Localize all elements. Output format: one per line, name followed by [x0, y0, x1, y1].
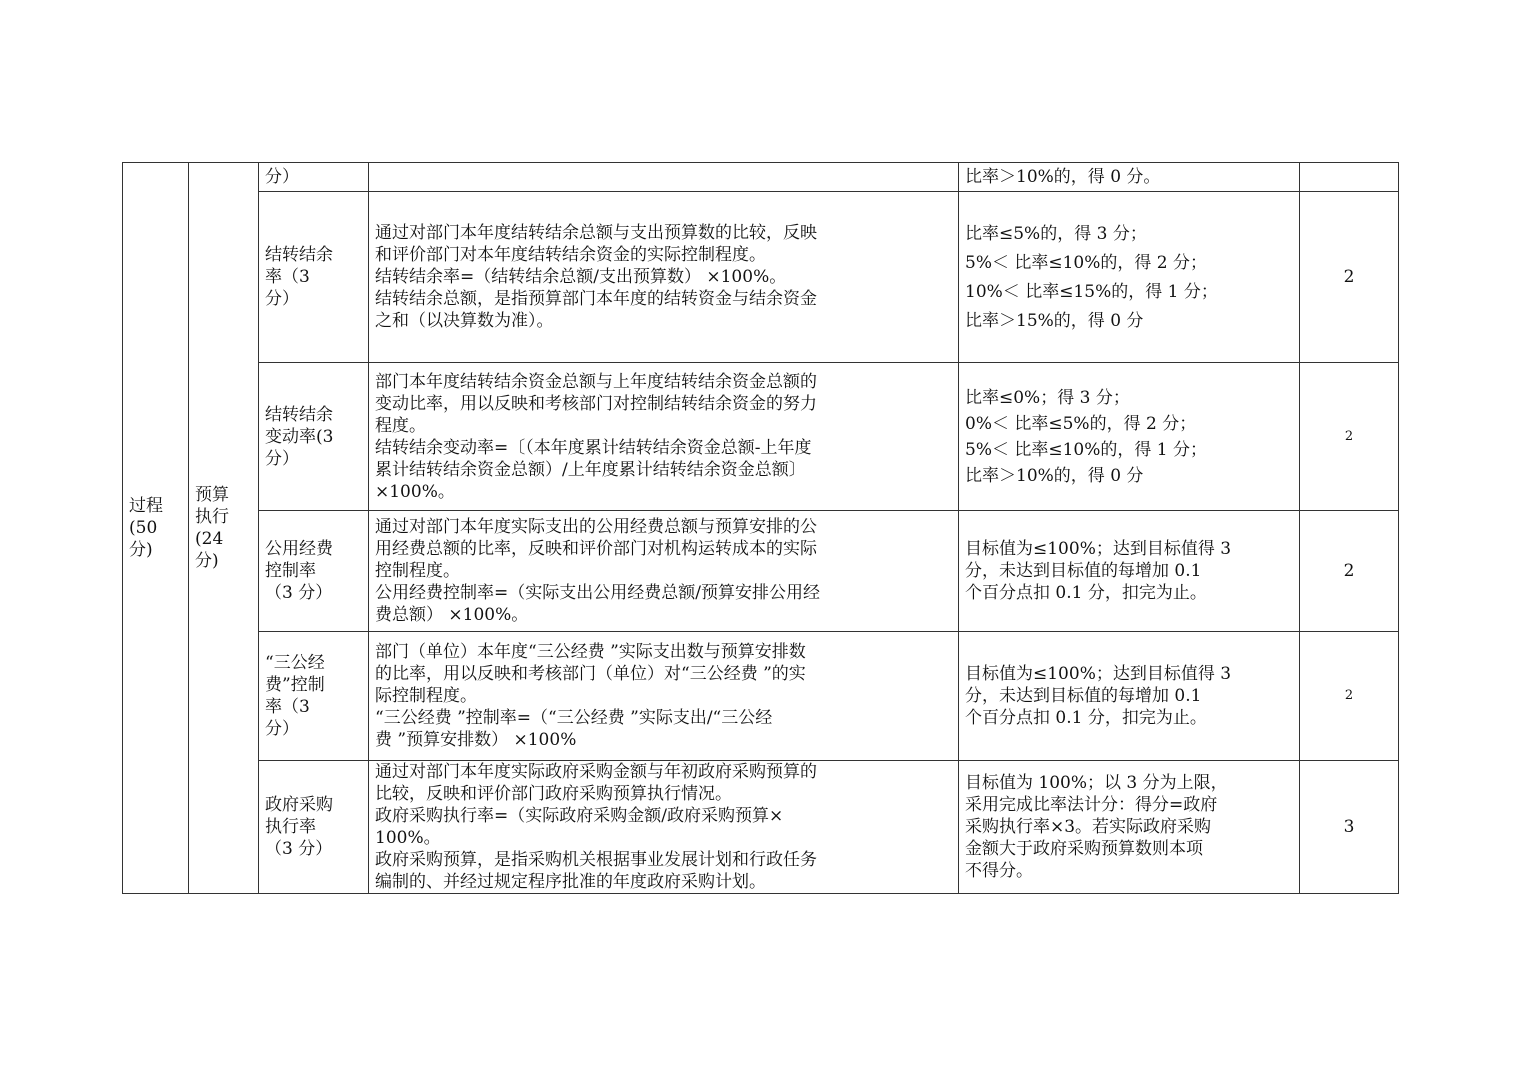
indicator-cell — [259, 632, 369, 761]
description-line: 100%。 — [375, 828, 441, 848]
description-line: 费总额） ×100%。 — [375, 605, 529, 625]
level2-line: (24 — [195, 529, 224, 549]
description-line: 部门（单位）本年度“三公经费 ”实际支出数与预算安排数 — [375, 642, 806, 662]
score-cell — [1300, 163, 1399, 192]
level2-line: 分) — [195, 551, 219, 571]
description-cell — [369, 632, 959, 761]
description-line: 通过对部门本年度结转结余总额与支出预算数的比较，反映 — [375, 223, 817, 243]
level1-line: 分) — [129, 540, 153, 560]
table-row — [123, 511, 1399, 632]
standard-line: 分，未达到目标值的每增加 0.1 — [965, 686, 1202, 706]
standard-line: 目标值为≤100%；达到目标值得 3 — [965, 664, 1232, 684]
description-line: 结转结余总额，是指预算部门本年度的结转资金与结余资金 — [375, 289, 817, 309]
score-cell: 2 — [1300, 511, 1399, 632]
standard-line: 目标值为≤100%；达到目标值得 3 — [965, 539, 1232, 559]
level1-line: (50 — [129, 518, 158, 538]
description-line: 部门本年度结转结余资金总额与上年度结转结余资金总额的 — [375, 371, 817, 392]
standard-line: 比率＞10%的，得 0 分 — [965, 465, 1144, 486]
description-line: ×100%。 — [375, 481, 455, 502]
description-line: 际控制程度。 — [375, 686, 477, 706]
indicator-line: （3 分） — [265, 839, 333, 859]
indicator-line: 结转结余 — [265, 404, 333, 425]
description-line: 累计结转结余资金总额）/上年度累计结转结余资金总额〕 — [375, 459, 806, 480]
standard-line: 5%＜ 比率≤10%的，得 1 分； — [965, 439, 1208, 460]
score-cell: 2 — [1300, 192, 1399, 363]
indicator-line: 控制率 — [265, 561, 316, 581]
level1-cell — [123, 163, 189, 894]
table-row — [123, 163, 1399, 192]
description-line: 政府采购预算，是指采购机关根据事业发展计划和行政任务 — [375, 850, 817, 870]
table-row — [123, 761, 1399, 894]
level2-cell — [189, 163, 259, 894]
score-cell: 2 — [1300, 632, 1399, 761]
indicator-line: 结转结余 — [265, 245, 333, 265]
standard-line: 10%＜ 比率≤15%的，得 1 分； — [965, 281, 1218, 302]
standard-line: 不得分。 — [965, 861, 1033, 881]
description-cell — [369, 192, 959, 363]
table-row — [123, 632, 1399, 761]
standard-line: 0%＜ 比率≤5%的，得 2 分； — [965, 413, 1197, 434]
description-line: 通过对部门本年度实际政府采购金额与年初政府采购预算的 — [375, 762, 817, 782]
standard-cell — [959, 192, 1300, 363]
description-line: 通过对部门本年度实际支出的公用经费总额与预算安排的公 — [375, 517, 817, 537]
level2-line: 执行 — [195, 507, 229, 527]
level2-line: 预算 — [195, 485, 229, 505]
indicator-cell — [259, 163, 369, 192]
description-cell — [369, 511, 959, 632]
indicator-line: 政府采购 — [265, 795, 333, 815]
description-line: 用经费总额的比率，反映和评价部门对机构运转成本的实际 — [375, 539, 817, 559]
standard-line: 5%＜ 比率≤10%的，得 2 分； — [965, 252, 1208, 273]
description-cell — [369, 163, 959, 192]
indicator-line: 分） — [265, 289, 299, 309]
standard-line: 比率≤0%；得 3 分； — [965, 387, 1130, 408]
standard-cell — [959, 363, 1300, 511]
standard-cell — [959, 761, 1300, 894]
indicator-cell — [259, 511, 369, 632]
standard-line: 分，未达到目标值的每增加 0.1 — [965, 561, 1202, 581]
description-line: 比较，反映和评价部门政府采购预算执行情况。 — [375, 784, 732, 804]
standard-line: 目标值为 100%；以 3 分为上限， — [965, 773, 1228, 793]
description-line: 费 ”预算安排数） ×100% — [375, 730, 577, 750]
standard-cell — [959, 511, 1300, 632]
description-line: 程度。 — [375, 415, 426, 436]
description-cell — [369, 761, 959, 894]
indicator-cell — [259, 363, 369, 511]
description-line: 结转结余率=（结转结余总额/支出预算数） ×100%。 — [375, 267, 787, 287]
standard-line: 个百分点扣 0.1 分，扣完为止。 — [965, 708, 1207, 728]
standard-cell — [959, 163, 1300, 192]
description-line: 控制程度。 — [375, 561, 460, 581]
score-cell: 3 — [1300, 761, 1399, 894]
standard-cell — [959, 632, 1300, 761]
description-line: “三公经费 ”控制率=（“三公经费 ”实际支出/“三公经 — [375, 708, 773, 728]
indicator-line: 率（3 — [265, 267, 310, 287]
indicator-line: 执行率 — [265, 817, 316, 837]
score-cell: 2 — [1300, 363, 1399, 511]
indicator-cell — [259, 761, 369, 894]
indicator-line: 分） — [265, 167, 299, 187]
table-row — [123, 192, 1399, 363]
level1-line: 过程 — [129, 496, 163, 516]
standard-line: 比率≤5%的，得 3 分； — [965, 223, 1147, 244]
description-line: 政府采购执行率=（实际政府采购金额/政府采购预算× — [375, 806, 784, 826]
evaluation-table — [122, 162, 1399, 894]
description-cell — [369, 363, 959, 511]
description-line: 变动比率，用以反映和考核部门对控制结转结余资金的努力 — [375, 393, 817, 414]
standard-line: 比率＞10%的，得 0 分。 — [965, 167, 1161, 187]
description-line: 编制的、并经过规定程序批准的年度政府采购计划。 — [375, 872, 766, 892]
indicator-line: 分） — [265, 719, 299, 739]
description-line: 之和（以决算数为准）。 — [375, 311, 554, 331]
indicator-line: 率（3 — [265, 697, 310, 717]
table-row — [123, 363, 1399, 511]
standard-line: 采用完成比率法计分：得分=政府 — [965, 795, 1218, 815]
indicator-line: 变动率(3 — [265, 426, 334, 447]
description-line: 公用经费控制率=（实际支出公用经费总额/预算安排公用经 — [375, 583, 820, 603]
indicator-cell — [259, 192, 369, 363]
description-line: 的比率，用以反映和考核部门（单位）对“三公经费 ”的实 — [375, 664, 806, 684]
indicator-line: “三公经 — [265, 653, 325, 673]
standard-line: 采购执行率×3。若实际政府采购 — [965, 817, 1212, 837]
indicator-line: 公用经费 — [265, 539, 333, 559]
indicator-line: （3 分） — [265, 583, 333, 603]
standard-line: 金额大于政府采购预算数则本项 — [965, 839, 1203, 859]
description-line: 结转结余变动率=〔（本年度累计结转结余资金总额-上年度 — [375, 437, 812, 458]
description-line: 和评价部门对本年度结转结余资金的实际控制程度。 — [375, 245, 766, 265]
indicator-line: 费”控制 — [265, 675, 325, 695]
standard-line: 个百分点扣 0.1 分，扣完为止。 — [965, 583, 1207, 603]
indicator-line: 分） — [265, 448, 299, 469]
standard-line: 比率＞15%的，得 0 分 — [965, 310, 1144, 331]
